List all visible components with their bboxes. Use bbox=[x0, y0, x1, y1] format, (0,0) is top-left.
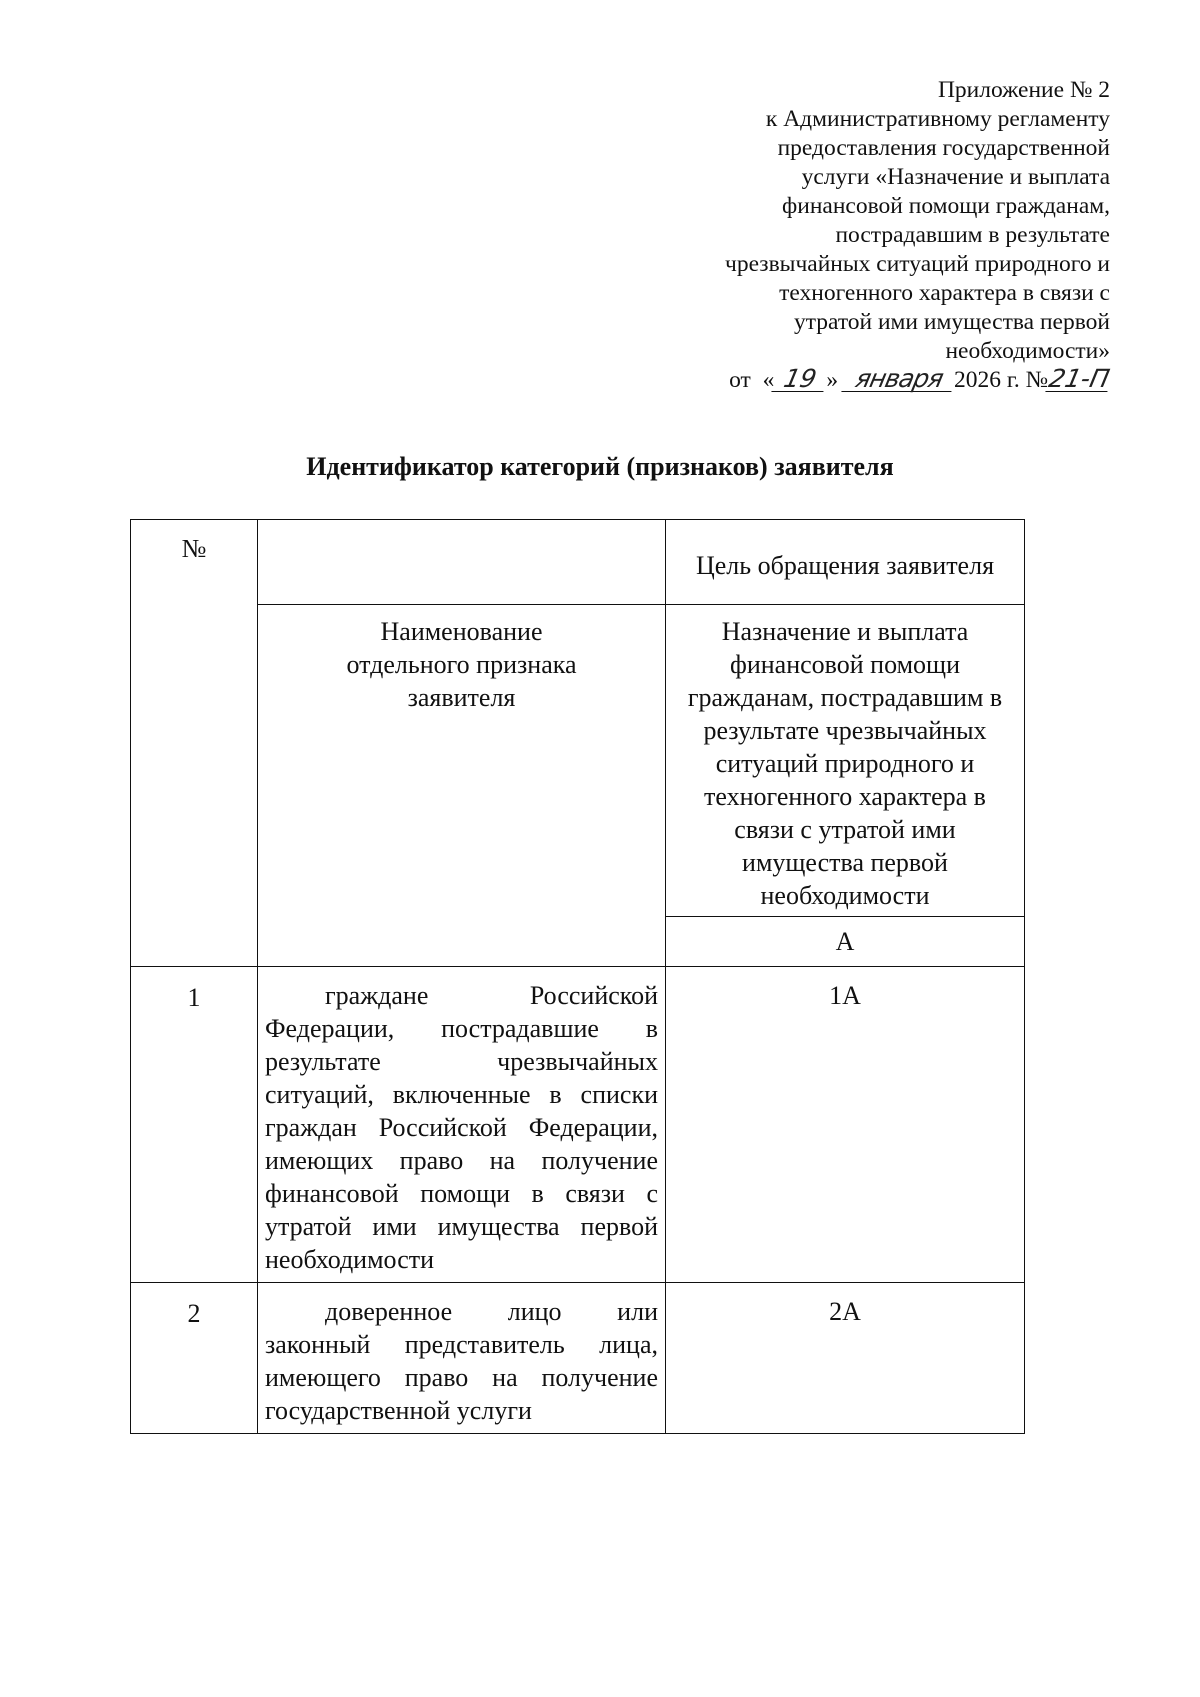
handwritten-month: января bbox=[841, 367, 956, 392]
handwritten-number: 21-П bbox=[1046, 364, 1113, 393]
identifier-table bbox=[130, 519, 1025, 1434]
appendix-line: чрезвычайных ситуаций природного и bbox=[725, 251, 1110, 277]
name-header: Наименование отдельного признака заявителя bbox=[258, 605, 666, 967]
table-subheader-row bbox=[131, 605, 1025, 917]
appendix-line: Приложение № 2 bbox=[937, 77, 1110, 103]
appendix-line: услуги «Назначение и выплата bbox=[801, 164, 1110, 190]
purpose-description: Назначение и выплата финансовой помощи гражданам, пострадавшим в результате чрезвычайных ситуаций природного и техногенного характера в связи с утратой ими имущества первой необходимости bbox=[666, 605, 1025, 917]
date-close-quote: » bbox=[826, 367, 839, 393]
row-text: доверенное лицо или законный представитель лица, имеющего право на получение государственной услуги bbox=[258, 1283, 666, 1434]
row-code: 2А bbox=[666, 1283, 1025, 1434]
code-header: А bbox=[666, 917, 1025, 967]
appendix-line: пострадавшим в результате bbox=[835, 222, 1110, 248]
row-text: граждане Российской Федерации, пострадавшие в результате чрезвычайных ситуаций, включенные в списки граждан Российской Федерации, имеющих право на получение финансовой помощи в связи с утратой ими имущества первой необходимости bbox=[258, 967, 666, 1283]
document-title: Идентификатор категорий (признаков) заявителя bbox=[306, 452, 894, 481]
appendix-line: необходимости» bbox=[945, 338, 1110, 364]
date-line bbox=[510, 364, 1113, 395]
purpose-header: Цель обращения заявителя bbox=[666, 520, 1025, 605]
row-number: 2 bbox=[131, 1283, 258, 1434]
number-label: № bbox=[1025, 367, 1048, 393]
table-header-row bbox=[131, 520, 1025, 605]
appendix-line: утратой ими имущества первой bbox=[793, 309, 1110, 335]
table-row bbox=[131, 967, 1025, 1283]
row-number: 1 bbox=[131, 967, 258, 1283]
appendix-line: предоставления государственной bbox=[777, 135, 1110, 161]
appendix-header bbox=[510, 76, 1113, 395]
num-header: № bbox=[131, 520, 258, 967]
date-year: 2026 г. bbox=[953, 367, 1020, 393]
row-code: 1А bbox=[666, 967, 1025, 1283]
appendix-line: техногенного характера в связи с bbox=[779, 280, 1110, 306]
handwritten-day: 19 bbox=[772, 367, 829, 392]
appendix-line: к Административному регламенту bbox=[765, 106, 1110, 132]
date-prefix: от bbox=[729, 367, 751, 393]
table-row bbox=[131, 1283, 1025, 1434]
appendix-line: финансовой помощи гражданам, bbox=[782, 193, 1110, 219]
date-open-quote: « bbox=[762, 367, 775, 393]
empty-header-cell bbox=[258, 520, 666, 605]
